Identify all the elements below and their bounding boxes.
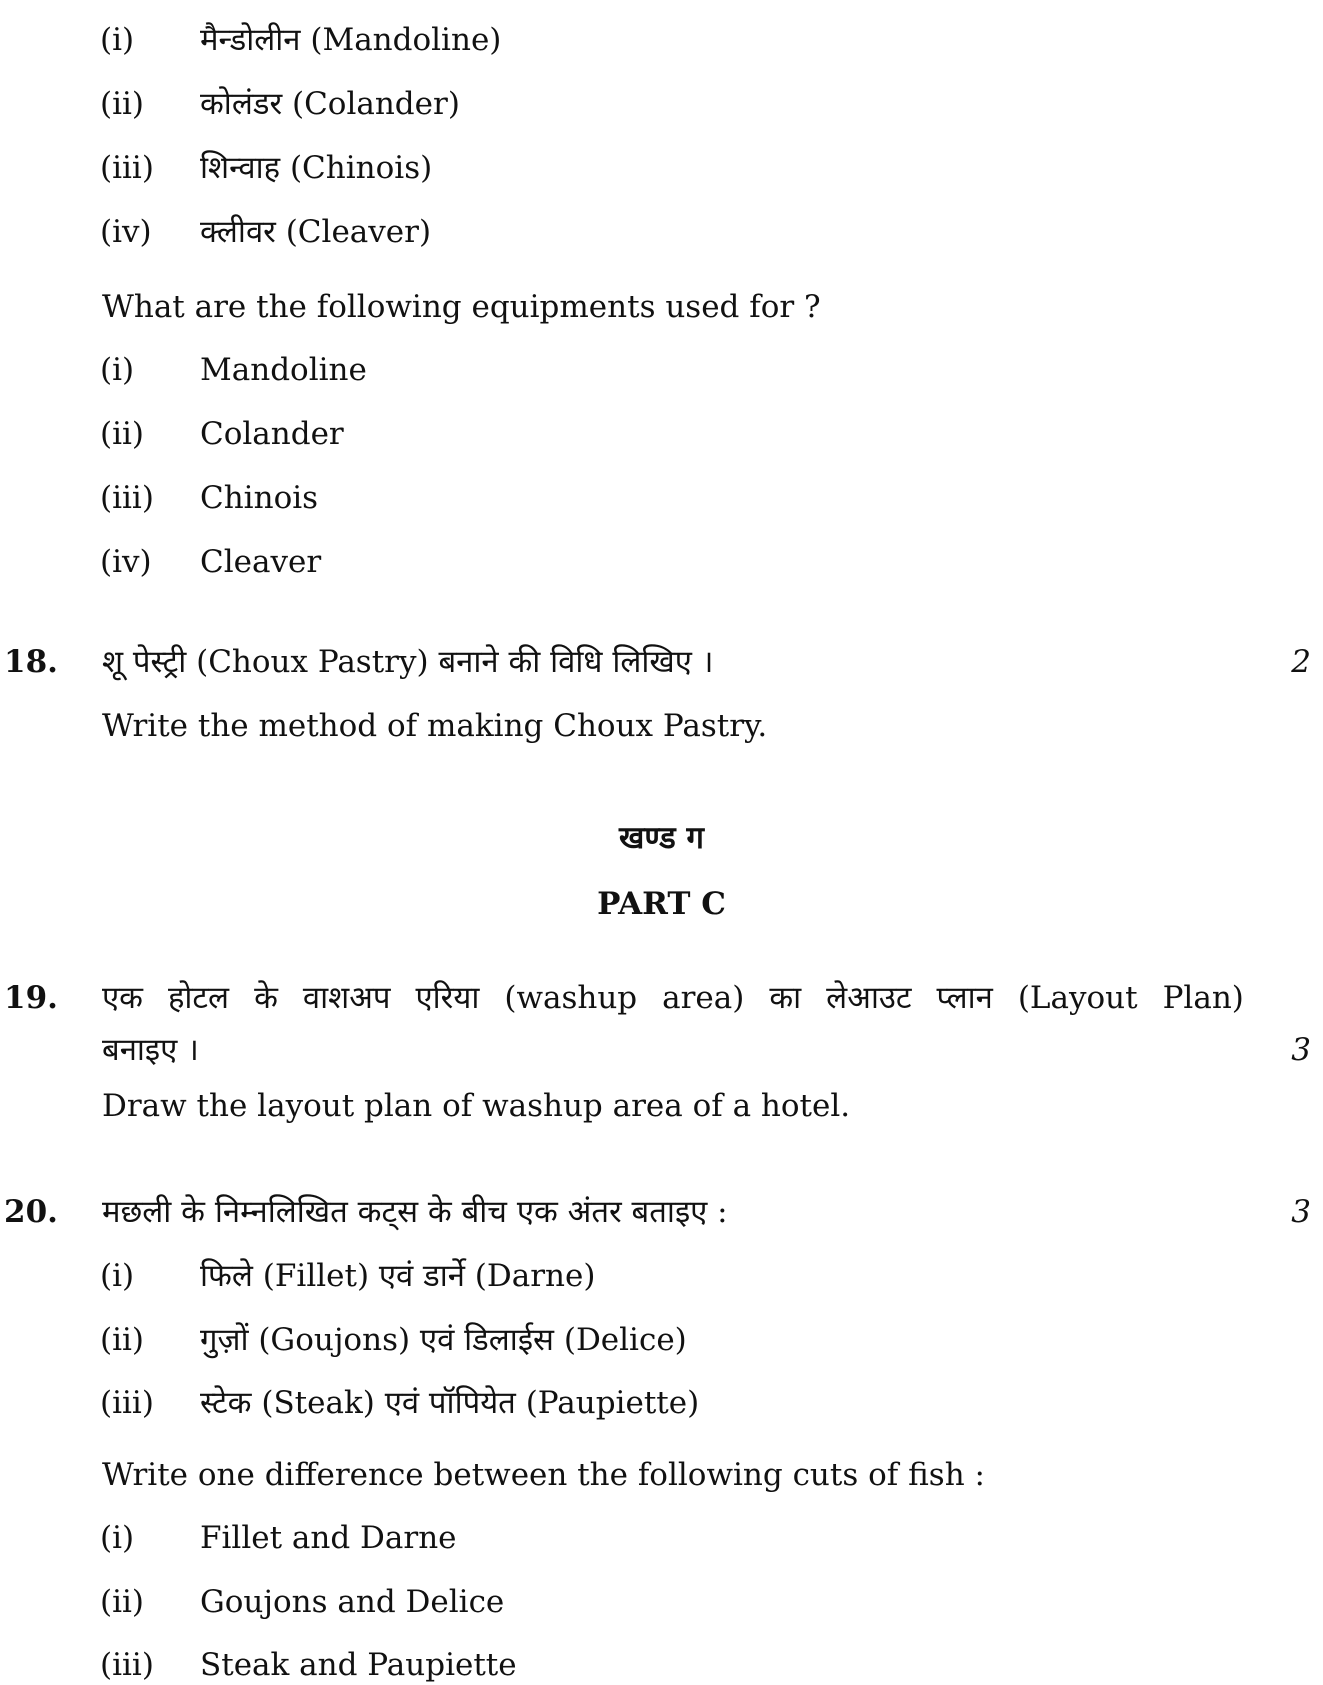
- question-marks: 2: [1291, 644, 1311, 680]
- word: एरिया: [415, 980, 480, 1016]
- item-numeral: (iii): [100, 1385, 154, 1421]
- question-english: Write the method of making Choux Pastry.: [102, 708, 768, 744]
- item-text: Chinois: [200, 480, 319, 516]
- question-number: 20.: [4, 1194, 58, 1230]
- item-numeral: (ii): [100, 86, 145, 122]
- word: वाशअप: [302, 980, 391, 1016]
- q17-english-question: What are the following equipments used for ?: [102, 289, 821, 325]
- word: एक: [102, 980, 143, 1016]
- item-numeral: (i): [100, 22, 135, 58]
- word: का: [769, 980, 802, 1016]
- question-hindi: शू पेस्ट्री (Choux Pastry) बनाने की विधि लिखिए ।: [102, 644, 714, 680]
- item-text: शिन्वाह (Chinois): [200, 150, 433, 186]
- section-title-hindi: खण्ड ग: [619, 820, 704, 856]
- item-numeral: (iv): [100, 544, 152, 580]
- item-numeral: (iii): [100, 150, 154, 186]
- item-text: Fillet and Darne: [200, 1520, 457, 1556]
- word: (washup: [504, 980, 638, 1016]
- item-numeral: (ii): [100, 416, 145, 452]
- item-text: Mandoline: [200, 352, 367, 388]
- word: होटल: [167, 980, 230, 1016]
- item-numeral: (ii): [100, 1322, 145, 1358]
- item-numeral: (iii): [100, 1647, 154, 1683]
- word: area): [662, 980, 745, 1016]
- question-hindi: मछली के निम्नलिखित कट्स के बीच एक अंतर बताइए :: [102, 1194, 728, 1230]
- item-text: मैन्डोलीन (Mandoline): [200, 22, 502, 58]
- item-text: Cleaver: [200, 544, 322, 580]
- question-hindi-line2: बनाइए ।: [102, 1032, 199, 1068]
- item-numeral: (ii): [100, 1584, 145, 1620]
- question-english: Write one difference between the following cuts of fish :: [102, 1457, 985, 1493]
- question-english: Draw the layout plan of washup area of a hotel.: [102, 1088, 851, 1124]
- item-text: कोलंडर (Colander): [200, 86, 460, 122]
- item-text: क्लीवर (Cleaver): [200, 214, 432, 250]
- word: (Layout: [1017, 980, 1138, 1016]
- item-text: Steak and Paupiette: [200, 1647, 517, 1683]
- word: Plan): [1162, 980, 1244, 1016]
- word: प्लान: [936, 980, 993, 1016]
- question-marks: 3: [1291, 1194, 1311, 1230]
- item-numeral: (i): [100, 1258, 135, 1294]
- word: के: [254, 980, 278, 1016]
- question-hindi-line1: [102, 978, 1244, 1018]
- item-text: स्टेक (Steak) एवं पॉपियेत (Paupiette): [200, 1385, 700, 1421]
- item-text: Goujons and Delice: [200, 1584, 505, 1620]
- question-number: 18.: [4, 644, 58, 680]
- item-numeral: (iv): [100, 214, 152, 250]
- question-marks: 3: [1291, 1032, 1311, 1068]
- item-numeral: (iii): [100, 480, 154, 516]
- section-title-english: PART C: [597, 886, 726, 922]
- question-number: 19.: [4, 980, 58, 1016]
- item-text: फिले (Fillet) एवं डार्ने (Darne): [200, 1258, 596, 1294]
- word: लेआउट: [826, 980, 912, 1016]
- item-numeral: (i): [100, 352, 135, 388]
- item-text: Colander: [200, 416, 344, 452]
- item-numeral: (i): [100, 1520, 135, 1556]
- item-text: गुज़ों (Goujons) एवं डिलाईस (Delice): [200, 1322, 687, 1358]
